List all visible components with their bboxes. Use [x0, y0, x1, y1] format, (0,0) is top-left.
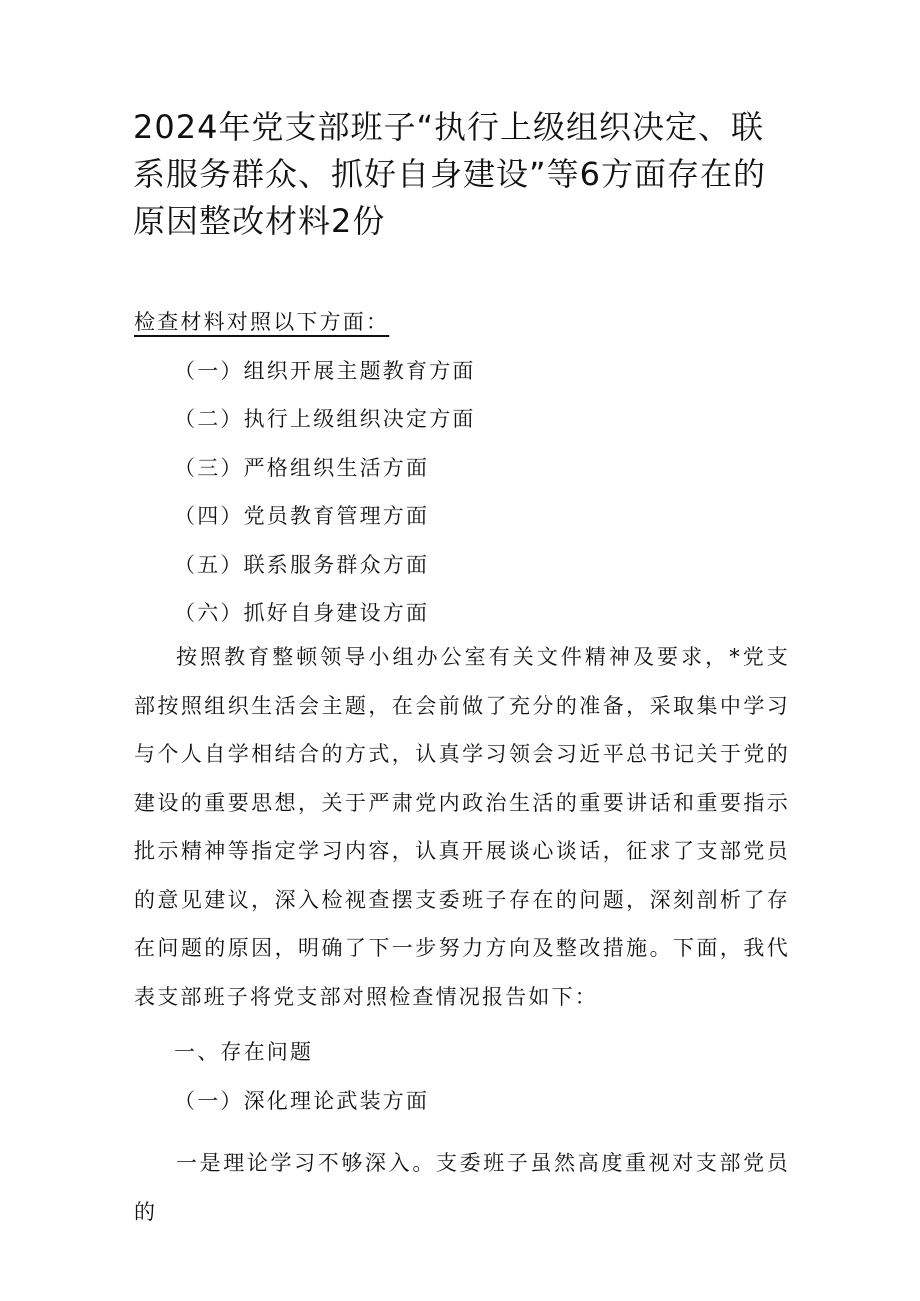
- aspect-item-3: （三）严格组织生活方面: [174, 456, 430, 480]
- aspect-item-1: （一）组织开展主题教育方面: [174, 359, 476, 383]
- body-paragraph: 按照教育整顿领导小组办公室有关文件精神及要求，*党支部按照组织生活会主题，在会前做了充分的准备，采取集中学习与个人自学相结合的方式，认真学习领会习近平总书记关于党的建设的重要思想，关于严肃党内政治生活的重要讲话和重要指示批示精神等指定学习内容，认真开展谈心谈话，征求了支部党员的意见建议，深入检视查摆支委班子存在的问题，深刻剖析了存在问题的原因，明确了下一步努力方向及整改措施。下面，我代表支部班子将党支部对照检查情况报告如下：: [134, 645, 790, 1009]
- intro-text: 检查材料对照以下方面：: [134, 310, 390, 334]
- last-paragraph: 一是理论学习不够深入。支委班子虽然高度重视对支部党员的: [134, 1151, 790, 1224]
- document-title: 2024年党支部班子“执行上级组织决定、联系服务群众、抓好自身建设”等6方面存在的原因整改材料2份: [133, 108, 766, 240]
- section-heading: 一、存在问题: [174, 1040, 314, 1064]
- aspect-item-4: （四）党员教育管理方面: [174, 504, 430, 528]
- subsection-heading: （一）深化理论武装方面: [174, 1089, 430, 1113]
- aspect-item-5: （五）联系服务群众方面: [174, 553, 430, 577]
- aspect-item-2: （二）执行上级组织决定方面: [174, 407, 476, 431]
- aspect-item-6: （六）抓好自身建设方面: [174, 601, 430, 625]
